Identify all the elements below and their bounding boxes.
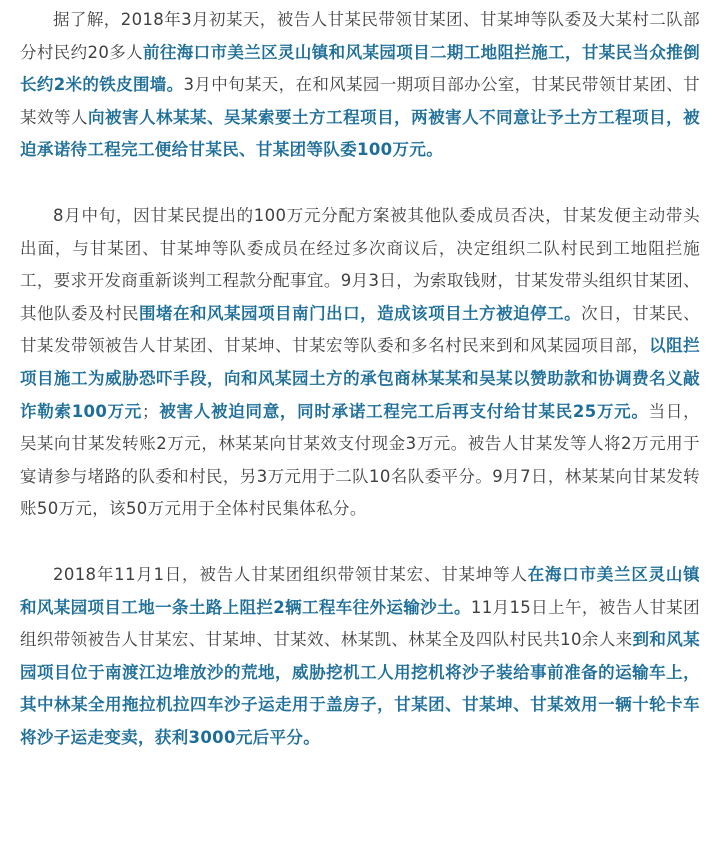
paragraph-2-highlight: 围堵在和风某园项目南门出口，造成该项目土方被迫停工。 [139, 303, 582, 323]
paragraph-1-text: 3月中旬某天，在和风某园一期项目部办公室，甘某民带领甘某团、甘某效等人 [20, 75, 700, 127]
paragraph-2-text: 次日，甘某民、甘某发带领被告人甘某团、甘某坤、甘某宏等队委和多名村民来到和风某园项目部， [20, 303, 700, 356]
paragraph-1 [20, 0, 700, 167]
paragraph-3-highlight: 到和风某园项目位于南渡江边堆放沙的荒地，威胁挖机工人用挖机将沙子装给事前准备的运输车上，其中林某全用拖拉机拉四车沙子运走用于盖房子，甘某团、甘某坤、甘某效用一辆十轮卡车将沙子运走变卖，获利3000元后平分。 [20, 630, 700, 747]
paragraph-2-text: ； [142, 401, 159, 421]
paragraph-3 [20, 559, 700, 755]
paragraph-1-text: 据了解，2018年3月初某天，被告人甘某民带领甘某团、甘某坤等队委及大某村二队部分村民约20多人 [20, 10, 700, 62]
paragraph-1-highlight: 前往海口市美兰区灵山镇和风某园项目二期工地阻拦施工，甘某民当众推倒长约2米的铁皮围墙。 [20, 42, 701, 95]
paragraph-2-highlight: 被害人被迫同意，同时承诺工程完工后再支付给甘某民25万元。 [158, 401, 649, 421]
paragraph-3-text: 2018年11月1日，被告人甘某团组织带领甘某宏、甘某坤等人 [53, 564, 528, 584]
paragraph-2-highlight: 以阻拦项目施工为威胁恐吓手段，向和风某园土方的承包商林某某和吴某以赞助款和协调费名义敲诈勒索100万元 [20, 336, 700, 421]
article-body [20, 0, 700, 754]
paragraph-2-text: 当日，吴某向甘某发转账2万元，林某某向甘某效支付现金3万元。被告人甘某发等人将2万元用于宴请参与堵路的队委和村民，另3万元用于二队10名队委平分。9月7日，林某某向甘某发转账50万元，该50万元用于全体村民集体私分。 [20, 401, 700, 519]
paragraph-3-highlight: 在海口市美兰区灵山镇和风某园项目工地一条土路上阻拦2辆工程车往外运输沙土。 [20, 564, 701, 617]
paragraph-1-highlight: 向被害人林某某、吴某索要土方工程项目，两被害人不同意让予土方工程项目，被迫承诺待工程完工便给甘某民、甘某团等队委100万元。 [20, 107, 700, 160]
paragraph-2 [20, 200, 700, 526]
paragraph-3-text: 11月15日上午，被告人甘某团组织带领被告人甘某宏、甘某坤、甘某效、林某凯、林某全及四队村民共10余人来 [20, 597, 700, 650]
paragraph-2-text: 8月中旬，因甘某民提出的100万元分配方案被其他队委成员否决，甘某发便主动带头出面，与甘某团、甘某坤等队委成员在经过多次商议后，决定组织二队村民到工地阻拦施工，要求开发商重新谈判工程款分配事宜。9月3日，为索取钱财，甘某发带头组织甘某团、其他队委及村民 [20, 205, 700, 323]
